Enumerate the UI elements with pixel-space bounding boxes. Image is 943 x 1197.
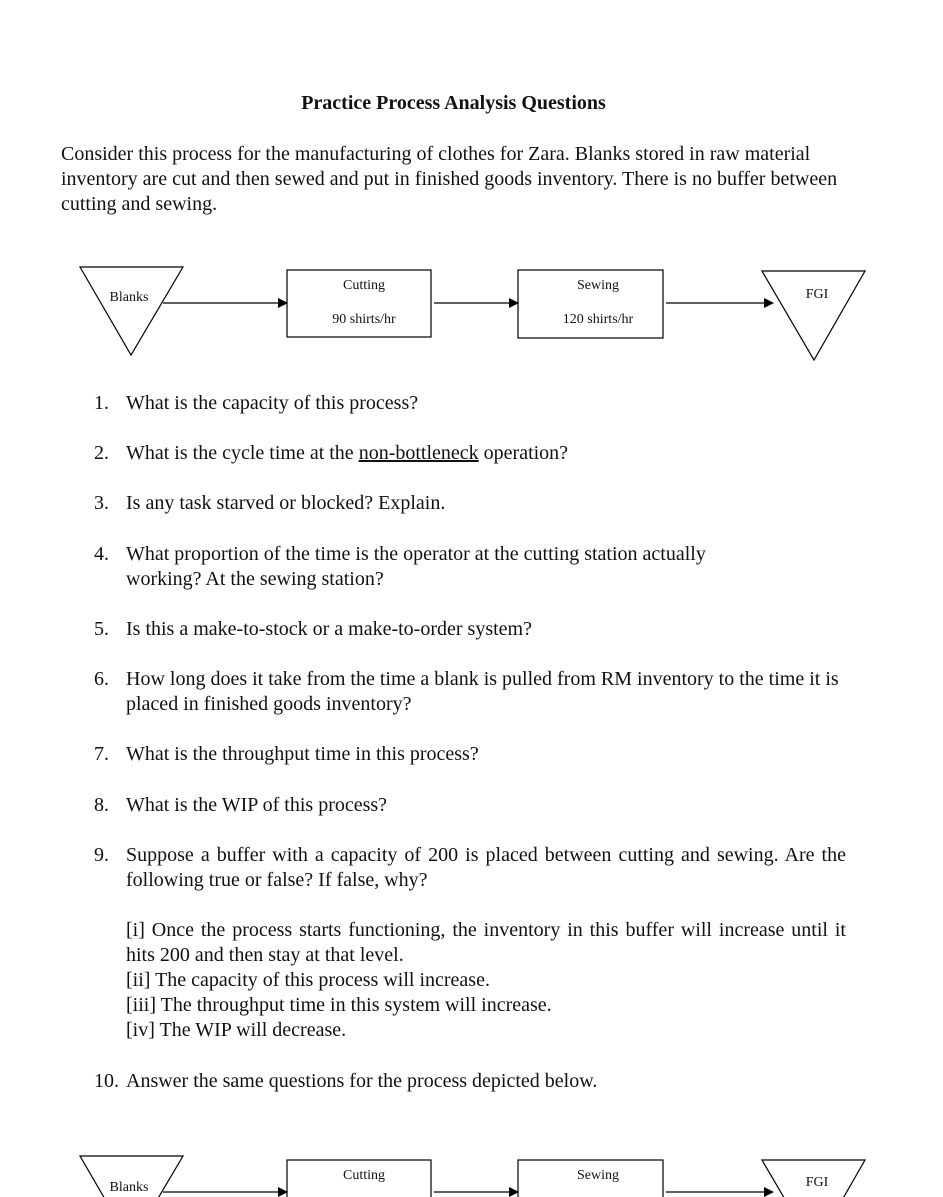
- statement-ii: [ii] The capacity of this process will increase.: [126, 969, 490, 991]
- question-number: 6.: [94, 668, 109, 690]
- process-diagram-2: [0, 1149, 943, 1197]
- sewing-rate: 120 shirts/hr: [562, 312, 634, 327]
- statement-i: [i] Once the process starts functioning, the inventory in this buffer will increase until it hits 200 and then stay at that level.: [126, 919, 846, 966]
- cutting-label: Cutting: [342, 1168, 386, 1183]
- fgi-inventory-triangle: [762, 271, 865, 360]
- blanks-label: Blanks: [109, 290, 149, 305]
- question-text: [126, 441, 846, 466]
- page-title: Practice Process Analysis Questions: [301, 92, 606, 114]
- question-number: 1.: [94, 392, 109, 414]
- question-number: 4.: [94, 543, 109, 565]
- cutting-label: Cutting: [342, 278, 386, 293]
- question-text: What is the throughput time in this process?: [126, 743, 479, 765]
- question-text: Answer the same questions for the process depicted below.: [126, 1070, 598, 1092]
- fgi-label: FGI: [805, 1175, 829, 1190]
- question-number: 7.: [94, 743, 109, 765]
- question-text: Is this a make-to-stock or a make-to-order system?: [126, 618, 532, 640]
- question-text: What is the WIP of this process?: [126, 794, 388, 816]
- question-text: What proportion of the time is the operator at the cutting station actually working? At the sewing station?: [126, 543, 706, 590]
- question-number: 9.: [94, 844, 109, 866]
- question-number: 10.: [94, 1070, 119, 1092]
- sewing-label: Sewing: [577, 278, 619, 293]
- blanks-label: Blanks: [109, 1180, 149, 1195]
- fgi-label: FGI: [805, 287, 829, 302]
- question-number: 3.: [94, 492, 109, 514]
- underlined-term: non-bottleneck: [358, 442, 479, 464]
- sewing-label: Sewing: [577, 1168, 619, 1183]
- process-diagram-1-shapes: [0, 260, 943, 370]
- question-text-part: operation?: [478, 442, 569, 464]
- question-number: 5.: [94, 618, 109, 640]
- question-text: How long does it take from the time a blank is pulled from RM inventory to the time it is placed in finished goods inventory?: [126, 668, 839, 715]
- process-diagram-1: [0, 260, 943, 370]
- question-text: Suppose a buffer with a capacity of 200 is placed between cutting and sewing. Are the following true or false? If false, why?: [126, 844, 846, 891]
- cutting-rate: 90 shirts/hr: [332, 312, 396, 327]
- question-number: 8.: [94, 794, 109, 816]
- statement-iv: [iv] The WIP will decrease.: [126, 1019, 347, 1041]
- intro-paragraph: Consider this process for the manufacturing of clothes for Zara. Blanks stored in raw material inventory are cut and then sewed and put in finished goods inventory. There is no buffer between cutting and sewing.: [61, 143, 838, 215]
- question-text: Is any task starved or blocked? Explain.: [126, 492, 446, 514]
- question-text: What is the capacity of this process?: [126, 392, 419, 414]
- question-text-part: What is the cycle time at the: [126, 442, 359, 464]
- question-number: 2.: [94, 442, 109, 464]
- statement-iii: [iii] The throughput time in this system will increase.: [126, 994, 552, 1016]
- blanks-inventory-triangle: [80, 267, 183, 355]
